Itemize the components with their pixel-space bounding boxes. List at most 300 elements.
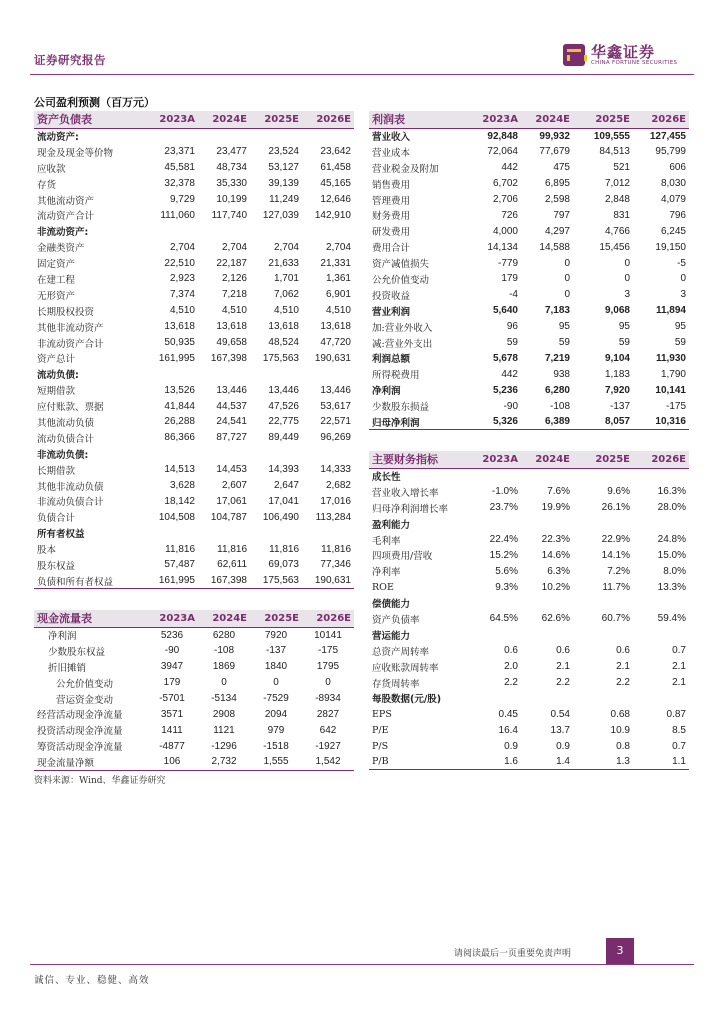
cell-value: 979 bbox=[267, 724, 285, 736]
cell-value: 95,799 bbox=[655, 146, 686, 158]
table-row bbox=[369, 595, 689, 611]
cell-value: 24,541 bbox=[216, 416, 247, 428]
cell-value: 13,526 bbox=[164, 384, 195, 396]
cell-value: 2908 bbox=[212, 708, 236, 720]
table-row bbox=[34, 738, 354, 754]
cell-value: 475 bbox=[553, 162, 570, 174]
row-label: 资产总计 bbox=[37, 354, 76, 366]
key-metrics-table bbox=[369, 451, 689, 770]
row-label: 负债合计 bbox=[37, 513, 76, 525]
cell-value: 45,581 bbox=[164, 162, 195, 174]
cell-value: 0.9 bbox=[556, 740, 570, 752]
cell-value: 19.9% bbox=[541, 502, 570, 514]
cell-value: 6,901 bbox=[325, 289, 351, 301]
table-row bbox=[34, 287, 354, 303]
cell-value bbox=[573, 627, 633, 643]
cell-value: 1840 bbox=[264, 661, 288, 673]
cell-value: 0 bbox=[564, 273, 570, 285]
cell-value bbox=[250, 525, 302, 541]
cell-value bbox=[146, 446, 198, 462]
row-label: 长期借款 bbox=[37, 465, 76, 477]
cell-value: 0.6 bbox=[556, 645, 570, 657]
column-header: 2024E bbox=[521, 451, 573, 468]
cell-value: 14,513 bbox=[164, 464, 195, 476]
row-label: 净利率 bbox=[372, 567, 401, 579]
table-row bbox=[369, 207, 689, 223]
cell-value: 3 bbox=[624, 289, 630, 301]
cell-value: 2094 bbox=[264, 708, 288, 720]
row-label: 资产负债率 bbox=[372, 614, 420, 626]
cell-value: 6.3% bbox=[547, 565, 570, 577]
cell-value: 1,183 bbox=[604, 368, 630, 380]
cell-value: 113,284 bbox=[315, 511, 351, 523]
cell-value: 2,704 bbox=[169, 241, 195, 253]
cell-value: 6,280 bbox=[544, 384, 570, 396]
cell-value: 22,775 bbox=[268, 416, 299, 428]
logo-name-en: CHINA FORTUNE SECURITIES bbox=[591, 60, 678, 66]
table-row bbox=[34, 382, 354, 398]
cell-value: 84,513 bbox=[599, 146, 630, 158]
cell-value: 0.68 bbox=[610, 708, 630, 720]
cell-value: 99,932 bbox=[539, 130, 570, 142]
cell-value: -5134 bbox=[211, 693, 237, 704]
table-row bbox=[34, 493, 354, 509]
cell-value: 12,646 bbox=[320, 194, 351, 205]
table-row bbox=[369, 223, 689, 239]
row-label: 其他流动资产 bbox=[37, 195, 95, 207]
cell-value: 2.1 bbox=[672, 661, 686, 673]
row-label: 净利润 bbox=[48, 631, 77, 643]
cell-value: 96,269 bbox=[320, 432, 351, 444]
cell-value: -1.0% bbox=[491, 486, 518, 498]
page-number: 3 bbox=[606, 938, 634, 964]
cell-value: 7,920 bbox=[604, 384, 630, 396]
cell-value: 13,446 bbox=[216, 384, 247, 396]
cell-value: 57,487 bbox=[164, 559, 195, 571]
cell-value bbox=[146, 128, 198, 144]
table-row bbox=[34, 223, 354, 239]
cell-value: -1927 bbox=[315, 740, 341, 752]
table-row bbox=[34, 706, 354, 722]
cell-value: 831 bbox=[613, 209, 630, 221]
cell-value: 6,389 bbox=[521, 414, 573, 430]
cell-value: 2.1 bbox=[556, 661, 570, 673]
cell-value bbox=[633, 690, 689, 706]
cell-value: 5.6% bbox=[495, 565, 518, 577]
cell-value: 7.6% bbox=[547, 486, 570, 498]
cell-value: 1,790 bbox=[660, 368, 686, 380]
table-row bbox=[369, 500, 689, 516]
cell-value: 106 bbox=[146, 754, 198, 770]
cell-value: 11,816 bbox=[217, 543, 247, 555]
cell-value: 16.4 bbox=[498, 724, 518, 736]
table-row bbox=[34, 430, 354, 446]
table-row bbox=[369, 414, 689, 430]
table-row bbox=[34, 462, 354, 478]
cell-value: 3 bbox=[680, 289, 686, 301]
cell-value: 10141 bbox=[314, 629, 342, 641]
row-label: 营业成本 bbox=[372, 147, 411, 159]
cell-value: 104,787 bbox=[210, 511, 247, 523]
table-row bbox=[369, 611, 689, 627]
table-header bbox=[369, 451, 689, 468]
table-row bbox=[369, 239, 689, 255]
table-row bbox=[34, 573, 354, 589]
cell-value: 127,039 bbox=[262, 209, 299, 221]
cell-value: 26.1% bbox=[601, 502, 630, 514]
row-label: 流动资产合计 bbox=[37, 211, 95, 223]
cell-value bbox=[250, 128, 302, 144]
cell-value: 8.0% bbox=[663, 565, 686, 577]
cell-value: 23.7% bbox=[489, 502, 518, 514]
table-row bbox=[369, 398, 689, 414]
table-row bbox=[34, 691, 354, 707]
cell-value: 14,134 bbox=[487, 241, 518, 253]
table-row bbox=[34, 366, 354, 382]
table-row bbox=[34, 303, 354, 319]
cell-value: 0 bbox=[564, 289, 570, 301]
table-row bbox=[369, 516, 689, 532]
cell-value: 10.2% bbox=[541, 581, 570, 593]
table-row bbox=[369, 579, 689, 595]
cell-value: 0 bbox=[624, 273, 630, 285]
cell-value: -90 bbox=[503, 400, 518, 412]
cell-value: 8,057 bbox=[573, 414, 633, 430]
row-label: 非流动负债合计 bbox=[37, 497, 104, 509]
cell-value: 62.6% bbox=[541, 613, 570, 625]
cell-value bbox=[633, 516, 689, 532]
cell-value: 726 bbox=[501, 209, 518, 221]
cell-value: 127,455 bbox=[649, 130, 686, 142]
cell-value: 9.3% bbox=[495, 581, 518, 593]
cell-value: 14,588 bbox=[539, 241, 570, 253]
table-row bbox=[34, 643, 354, 659]
row-label: 少数股东损益 bbox=[372, 402, 430, 414]
cell-value: 15.2% bbox=[489, 549, 518, 561]
cell-value: 59 bbox=[618, 337, 630, 349]
row-label: 应付账款、票据 bbox=[37, 402, 104, 414]
cell-value: -7529 bbox=[263, 693, 289, 704]
row-label: 其他流动负债 bbox=[37, 417, 95, 429]
cell-value: 23,642 bbox=[320, 146, 351, 158]
cell-value: 0.87 bbox=[666, 708, 686, 720]
cell-value bbox=[302, 223, 354, 239]
cell-value: 13,618 bbox=[268, 321, 299, 333]
cell-value: 796 bbox=[669, 209, 686, 221]
cell-value: 167,398 bbox=[210, 352, 247, 364]
cell-value: 2,126 bbox=[221, 273, 247, 285]
cell-value: 117,740 bbox=[211, 209, 247, 221]
cell-value: 2,682 bbox=[325, 480, 351, 492]
cell-value: 179 bbox=[163, 677, 181, 689]
table-title: 利润表 bbox=[369, 111, 469, 128]
cell-value: 22,571 bbox=[320, 416, 351, 428]
footer-rule bbox=[30, 964, 694, 965]
cell-value: 22.9% bbox=[601, 534, 630, 545]
cell-value: -90 bbox=[164, 645, 180, 657]
cell-value: 14.6% bbox=[541, 549, 570, 561]
cell-value: 2,704 bbox=[221, 241, 247, 253]
cell-value: 48,524 bbox=[268, 337, 299, 349]
cell-value: 161,995 bbox=[146, 573, 198, 589]
cell-value: 50,935 bbox=[164, 337, 195, 349]
cell-value bbox=[469, 690, 521, 706]
cell-value: 2,704 bbox=[273, 241, 299, 253]
cell-value: 1,542 bbox=[302, 754, 354, 770]
cell-value: 1,361 bbox=[325, 273, 351, 285]
row-label: 现金及现金等价物 bbox=[37, 147, 114, 159]
cell-value: -8934 bbox=[315, 693, 341, 704]
cell-value: -175 bbox=[665, 400, 686, 412]
cell-value: 23,371 bbox=[164, 146, 195, 158]
cell-value: 14.1% bbox=[601, 549, 630, 561]
logo-name-cn: 华鑫证券 bbox=[591, 43, 656, 61]
cell-value: 15.0% bbox=[657, 549, 686, 561]
cell-value: 7,012 bbox=[604, 178, 630, 190]
cell-value: 26,288 bbox=[164, 416, 195, 428]
cell-value: -4 bbox=[509, 289, 518, 301]
table-row bbox=[369, 484, 689, 500]
row-label: 减:营业外支出 bbox=[372, 338, 433, 350]
cell-value: 179 bbox=[501, 273, 518, 285]
table-row bbox=[34, 557, 354, 573]
row-label: 盈利能力 bbox=[372, 519, 411, 531]
row-label: P/S bbox=[372, 740, 389, 752]
cell-value bbox=[198, 223, 250, 239]
cell-value: 22.4% bbox=[489, 534, 518, 545]
row-label: 营业收入 bbox=[372, 132, 411, 144]
cell-value bbox=[573, 468, 633, 484]
row-label: 负债和所有者权益 bbox=[34, 573, 146, 589]
cell-value: 17,016 bbox=[320, 495, 351, 507]
row-label: EPS bbox=[372, 708, 392, 720]
cell-value: 4,510 bbox=[169, 305, 195, 317]
cell-value: 7920 bbox=[264, 629, 288, 641]
cell-value: 62,611 bbox=[217, 559, 247, 571]
cell-value: 22.3% bbox=[541, 534, 570, 545]
row-label: 投资活动现金净流量 bbox=[37, 726, 123, 738]
row-label: 净利润 bbox=[372, 386, 401, 398]
row-label: 公允价值变动 bbox=[56, 678, 114, 690]
row-label: 营业收入增长率 bbox=[372, 487, 439, 499]
table-row bbox=[34, 478, 354, 494]
cell-value: 17,061 bbox=[216, 495, 247, 507]
cell-value: 0.6 bbox=[504, 645, 518, 657]
cell-value: 0 bbox=[624, 257, 630, 269]
cell-value: 1.6 bbox=[469, 754, 521, 770]
cell-value: 11,816 bbox=[269, 543, 299, 555]
table-row bbox=[369, 690, 689, 706]
row-label: 营运能力 bbox=[372, 630, 411, 642]
cell-value bbox=[521, 468, 573, 484]
row-label: 非流动负债: bbox=[37, 449, 89, 461]
row-label: 总资产周转率 bbox=[372, 646, 430, 658]
cell-value: 13,446 bbox=[268, 384, 299, 396]
cell-value: 4,510 bbox=[221, 305, 247, 317]
table-row bbox=[369, 160, 689, 176]
table-row bbox=[369, 176, 689, 192]
table-row bbox=[34, 627, 354, 643]
cell-value: 39,139 bbox=[268, 178, 299, 190]
cell-value: 61,458 bbox=[320, 162, 351, 174]
cell-value: 96 bbox=[506, 321, 518, 333]
row-label: 长期股权投资 bbox=[37, 306, 95, 318]
cell-value: -137 bbox=[609, 400, 630, 412]
table-row bbox=[34, 398, 354, 414]
table-row bbox=[369, 627, 689, 643]
cell-value: -4877 bbox=[159, 740, 185, 752]
cash-flow-table bbox=[34, 610, 354, 771]
cell-value: 95 bbox=[674, 321, 686, 333]
cell-value: 15,456 bbox=[599, 241, 630, 253]
cell-value: 16.3% bbox=[657, 486, 686, 498]
table-row bbox=[369, 532, 689, 548]
cell-value: 92,848 bbox=[487, 130, 518, 142]
cell-value: 22,187 bbox=[216, 257, 247, 269]
cell-value: 10,316 bbox=[633, 414, 689, 430]
cell-value: 0.7 bbox=[672, 645, 686, 657]
table-row bbox=[34, 128, 354, 144]
table-row bbox=[34, 675, 354, 691]
table-header bbox=[369, 111, 689, 128]
table-row bbox=[34, 722, 354, 738]
cell-value: 1.4 bbox=[521, 754, 573, 770]
cell-value: 2827 bbox=[316, 708, 340, 720]
table-row bbox=[34, 525, 354, 541]
cell-value: 8.5 bbox=[672, 724, 686, 736]
row-label: 流动负债: bbox=[37, 370, 79, 382]
cell-value: 18,142 bbox=[164, 495, 195, 507]
cell-value: 4,766 bbox=[604, 225, 630, 237]
cell-value: 6280 bbox=[212, 629, 236, 641]
row-label: P/E bbox=[372, 724, 389, 736]
cell-value: 6,895 bbox=[544, 178, 570, 190]
table-row bbox=[369, 128, 689, 144]
cell-value: 19,150 bbox=[655, 241, 686, 253]
row-label: 费用合计 bbox=[372, 243, 411, 255]
cell-value: 0.7 bbox=[672, 740, 686, 752]
cell-value: 175,563 bbox=[250, 573, 302, 589]
row-label: 折旧摊销 bbox=[48, 662, 87, 674]
row-label: 研发费用 bbox=[372, 227, 411, 239]
cell-value: 2.2 bbox=[504, 677, 518, 689]
cell-value: 938 bbox=[553, 368, 570, 380]
balance-sheet-table bbox=[34, 111, 354, 589]
table-row bbox=[34, 350, 354, 366]
cell-value: 1869 bbox=[212, 661, 236, 673]
column-header: 2024E bbox=[198, 610, 250, 627]
cell-value: 21,633 bbox=[268, 257, 299, 269]
cell-value bbox=[250, 223, 302, 239]
table-row bbox=[369, 271, 689, 287]
cell-value: 106,490 bbox=[262, 511, 299, 523]
cell-value bbox=[146, 366, 198, 382]
table-row bbox=[369, 468, 689, 484]
cell-value: 47,720 bbox=[320, 337, 351, 349]
cell-value: -1296 bbox=[211, 740, 237, 752]
cell-value: 11,930 bbox=[655, 352, 686, 364]
cell-value: 4,510 bbox=[325, 305, 351, 317]
table-row bbox=[34, 239, 354, 255]
table-row bbox=[34, 176, 354, 192]
cell-value bbox=[469, 468, 521, 484]
row-label: 财务费用 bbox=[372, 211, 411, 223]
cell-value: 7,062 bbox=[273, 289, 299, 301]
table-row bbox=[369, 659, 689, 675]
cell-value: 11.7% bbox=[602, 581, 630, 593]
cell-value: 44,537 bbox=[216, 400, 247, 412]
cell-value: 9,104 bbox=[604, 352, 630, 364]
cell-value: 59 bbox=[674, 337, 686, 349]
row-label: 营运资金变动 bbox=[56, 694, 114, 706]
column-header: 2026E bbox=[302, 111, 354, 128]
column-header: 2025E bbox=[573, 451, 633, 468]
cell-value: 21,331 bbox=[320, 257, 351, 269]
cell-value: 0 bbox=[325, 677, 331, 689]
table-row bbox=[34, 255, 354, 271]
cell-value: 1.3 bbox=[573, 754, 633, 770]
cell-value: -1518 bbox=[263, 740, 289, 752]
header-title: 证券研究报告 bbox=[34, 53, 106, 67]
row-label: 其他非流动资产 bbox=[37, 322, 104, 334]
cell-value: 95 bbox=[618, 321, 630, 333]
cell-value: 87,727 bbox=[216, 432, 247, 444]
logo-icon bbox=[563, 44, 585, 66]
row-label: 归母净利润增长率 bbox=[372, 503, 449, 515]
cell-value: 11,894 bbox=[655, 305, 686, 317]
cell-value bbox=[302, 525, 354, 541]
cell-value: 14,333 bbox=[320, 464, 351, 476]
cell-value: 77,679 bbox=[539, 146, 570, 158]
row-label: 短期借款 bbox=[37, 386, 76, 398]
table-row bbox=[34, 446, 354, 462]
cell-value: 77,346 bbox=[320, 559, 351, 571]
cell-value bbox=[573, 516, 633, 532]
row-label: 存货 bbox=[37, 179, 57, 191]
row-label: ROE bbox=[372, 581, 394, 593]
cell-value bbox=[521, 690, 573, 706]
column-header: 2023A bbox=[469, 451, 521, 468]
cell-value: 9,729 bbox=[169, 194, 195, 205]
cell-value: 4,000 bbox=[492, 225, 518, 237]
cell-value: 1,555 bbox=[250, 754, 302, 770]
cell-value: 9.6% bbox=[607, 486, 630, 498]
cell-value: 2,598 bbox=[544, 194, 570, 205]
row-label: 加:营业外收入 bbox=[372, 322, 433, 334]
row-label: 利润总额 bbox=[372, 354, 411, 366]
row-label: 应收款 bbox=[37, 163, 66, 175]
cell-value: -5701 bbox=[159, 693, 185, 704]
table-row bbox=[34, 335, 354, 351]
cell-value: 2,647 bbox=[273, 480, 299, 492]
cell-value: 6,702 bbox=[492, 178, 518, 190]
cell-value: 10,199 bbox=[216, 194, 247, 205]
row-label: 公允价值变动 bbox=[372, 274, 430, 286]
column-header: 2024E bbox=[521, 111, 573, 128]
cell-value: 1,701 bbox=[273, 273, 299, 285]
cell-value: 2.0 bbox=[504, 661, 518, 673]
cell-value: 2,706 bbox=[492, 194, 518, 205]
cell-value: 10.9 bbox=[610, 724, 630, 736]
cell-value: 49,658 bbox=[216, 337, 247, 349]
row-label: 营业税金及附加 bbox=[372, 163, 439, 175]
cell-value: 442 bbox=[501, 162, 518, 174]
row-label: 偿债能力 bbox=[372, 599, 411, 611]
row-label: 股本 bbox=[37, 545, 57, 557]
row-label: 所有者权益 bbox=[37, 529, 85, 541]
cell-value: 5,678 bbox=[492, 352, 518, 364]
cell-value: 48,734 bbox=[216, 162, 247, 174]
